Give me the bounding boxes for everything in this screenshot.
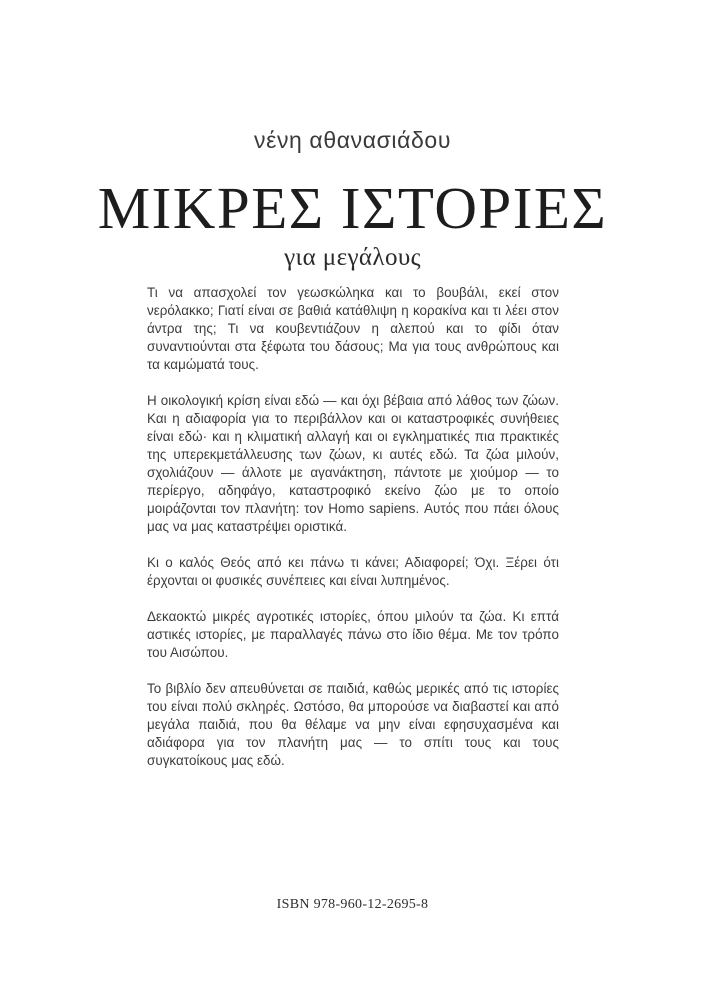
blurb-paragraph: Δεκαοκτώ μικρές αγροτικές ιστορίες, όπου μιλούν τα ζώα. Κι επτά αστικές ιστορίες, με παραλλαγές πάνω στο ίδιο θέμα. Με τον τρόπο του Αισώπου. <box>147 609 559 660</box>
isbn-text: ISBN 978-960-12-2695-8 <box>276 897 429 912</box>
book-subtitle: για μεγάλους <box>284 244 421 272</box>
author-name: νένη αθανασιάδου <box>254 127 451 153</box>
blurb-paragraph: Το βιβλίο δεν απευθύνεται σε παιδιά, καθώς μερικές από τις ιστορίες του είναι πολύ σκληρές. Ωστόσο, θα μπορούσε να διαβαστεί και από μεγάλα παιδιά, που θα θέλαμε να μην είναι εφησυχασμένα και αδιάφορα για τον πλανήτη μας — το σπίτι τους και τους συγκατοίκους μας εδώ. <box>147 681 559 768</box>
blurb-paragraph: Κι ο καλός Θεός από κει πάνω τι κάνει; Αδιαφορεί; Όχι. Ξέρει ότι έρχονται οι φυσικές συνέπειες και είναι λυπημένος. <box>147 555 559 588</box>
blurb-paragraph: Η οικολογική κρίση είναι εδώ — και όχι βέβαια από λάθος των ζώων. Και η αδιαφορία για το περιβάλλον και οι καταστροφικές συνήθειες είναι εδώ· και η κλιματική αλλαγή και οι εγκληματικές πια πρακτικές της υπερεκμετάλλευσης των ζώων, κι αυτές εδώ. Τα ζώα μιλούν, σχολιάζουν — άλλοτε με αγανάκτηση, πάντοτε με χιούμορ — το περίεργο, αδηφάγο, καταστροφικό εκείνο ζώο με το οποίο μοιράζονται τον πλανήτη: τον Homo sapiens. Αυτός που πάει όλους μας να μας καταστρέψει οριστικά. <box>147 393 559 534</box>
blurb-paragraph: Τι να απασχολεί τον γεωσκώληκα και το βουβάλι, εκεί στον νερόλακκο; Γιατί είναι σε βαθιά κατάθλιψη η κορακίνα και τι λέει στον άντρα της; Τι να κουβεντιάζουν η αλεπού και το φίδι όταν συναντιούνται στα ξέφωτα του δάσους; Μα για τους ανθρώπους και τα καμώματά τους. <box>147 285 559 372</box>
book-title: ΜΙΚΡΕΣ ΙΣΤΟΡΙΕΣ <box>97 175 608 242</box>
masthead <box>0 128 705 272</box>
blurb-text <box>147 284 559 770</box>
